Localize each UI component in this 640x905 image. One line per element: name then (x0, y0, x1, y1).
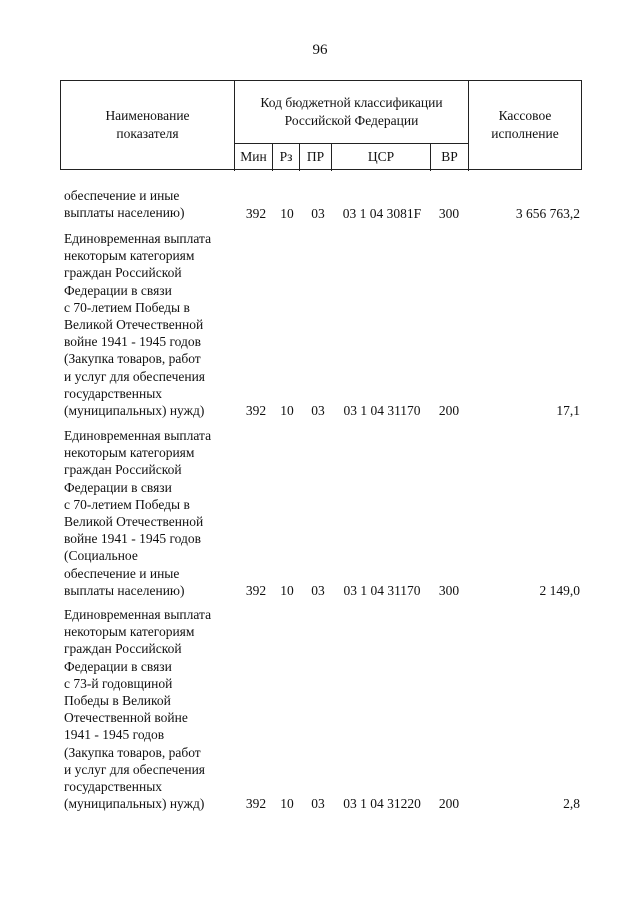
cell-rz: 10 (280, 583, 294, 598)
cell-csr: 03 1 04 3081F (342, 206, 422, 221)
column-header-pr: ПР (306, 149, 325, 164)
cell-rz: 10 (280, 206, 294, 221)
cell-csr: 03 1 04 31220 (343, 796, 421, 811)
cell-amount: 3 656 763,2 (515, 206, 580, 221)
cell-amount: 17,1 (556, 403, 580, 418)
column-header-amount: Кассовое исполнение (491, 108, 559, 141)
column-header-name: Наименование показателя (105, 108, 190, 141)
cell-amount: 2,8 (563, 796, 580, 811)
column-header-rz: Рз (279, 149, 293, 164)
table-header (60, 80, 582, 170)
cell-vr: 200 (438, 403, 460, 418)
row-name: обеспечение и иные выплаты населению) (64, 188, 185, 221)
cell-pr: 03 (311, 403, 325, 418)
row-name: Единовременная выплата некоторым категориям граждан Российской Федерации в связи с 73-й годовщиной Победы в Великой Отечественной войне 1941 - 1945 годов (Закупка товаров, работ и услуг для обеспечения государственных (муниципальных) нужд) (64, 607, 212, 812)
cell-amount: 2 149,0 (539, 583, 580, 598)
column-header-vr: ВР (441, 149, 458, 164)
cell-min: 392 (245, 796, 267, 811)
cell-pr: 03 (311, 796, 325, 811)
page-number: 96 (312, 42, 328, 58)
cell-vr: 300 (438, 583, 460, 598)
cell-vr: 300 (438, 206, 460, 221)
cell-rz: 10 (280, 403, 294, 418)
row-name: Единовременная выплата некоторым категориям граждан Российской Федерации в связи с 70-летием Победы в Великой Отечественной войне 1941 - 1945 годов (Закупка товаров, работ и услуг для обеспечения государственных (муниципальных) нужд) (64, 231, 212, 419)
column-header-min: Мин (240, 149, 267, 164)
cell-min: 392 (245, 583, 267, 598)
cell-pr: 03 (311, 206, 325, 221)
cell-csr: 03 1 04 31170 (343, 403, 421, 418)
cell-min: 392 (245, 206, 267, 221)
column-header-csr: ЦСР (367, 149, 395, 164)
cell-min: 392 (245, 403, 267, 418)
column-group-budget-code: Код бюджетной классификации Российской Федерации (260, 95, 443, 128)
cell-pr: 03 (311, 583, 325, 598)
cell-vr: 200 (438, 796, 460, 811)
cell-csr: 03 1 04 31170 (343, 583, 421, 598)
row-name: Единовременная выплата некоторым категориям граждан Российской Федерации в связи с 70-летием Победы в Великой Отечественной войне 1941 - 1945 годов (Социальное обеспечение и иные выплаты населению) (64, 428, 212, 598)
cell-rz: 10 (280, 796, 294, 811)
